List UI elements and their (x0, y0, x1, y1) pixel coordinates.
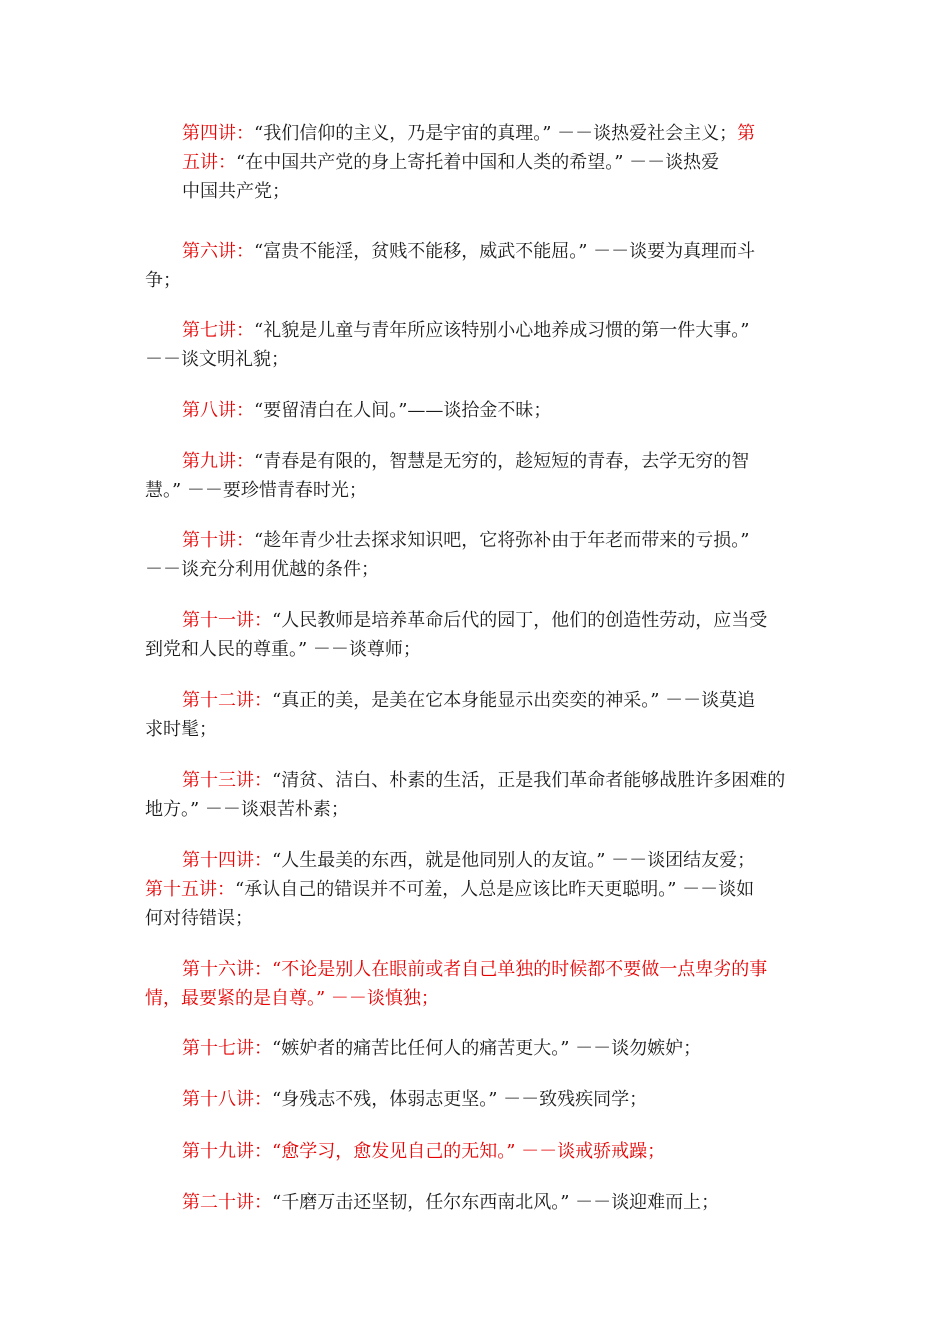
lecture-11 (145, 606, 810, 664)
lecture-13 (145, 766, 810, 824)
lecture-17-label: 第十七讲： (182, 1038, 272, 1059)
lecture-11-text-cont: 到党和人民的尊重。” －－谈尊师； (145, 639, 421, 660)
lecture-8-label: 第八讲： (182, 400, 254, 421)
lecture-10 (145, 526, 810, 584)
lecture-10-text-cont: －－谈充分利用优越的条件； (145, 559, 379, 580)
lecture-9 (145, 447, 810, 505)
lecture-13-label: 第十三讲： (182, 770, 272, 791)
lecture-6-label: 第六讲： (182, 241, 254, 262)
lecture-18-label: 第十八讲： (182, 1089, 272, 1110)
lecture-5-label-part2: 五讲： (182, 152, 236, 173)
lecture-7-text-cont: －－谈文明礼貌； (145, 349, 289, 370)
lecture-14-label: 第十四讲： (182, 850, 272, 871)
lecture-17-text: “嫉妒者的痛苦比任何人的痛苦更大。” －－谈勿嫉妒； (272, 1038, 702, 1059)
lecture-6-text-cont: 争； (145, 270, 181, 291)
lecture-6 (145, 237, 810, 295)
lecture-5-label-part1: 第 (737, 123, 756, 144)
lecture-7-label: 第七讲： (182, 320, 254, 341)
lecture-12-text: “真正的美，是美在它本身能显示出奕奕的神采。” －－谈莫追 (272, 690, 756, 711)
lecture-5-text: “在中国共产党的身上寄托着中国和人类的希望。” －－谈热爱 (236, 152, 720, 173)
lecture-16-text: “不论是别人在眼前或者自己单独的时候都不要做一点卑劣的事 (272, 959, 768, 980)
lecture-4-5-block (145, 119, 810, 206)
lecture-14-15-block (145, 846, 810, 933)
lecture-4-label: 第四讲： (182, 123, 254, 144)
lecture-12 (145, 686, 810, 744)
lecture-11-label: 第十一讲： (182, 610, 272, 631)
lecture-13-text-cont: 地方。” －－谈艰苦朴素； (145, 799, 349, 820)
lecture-10-label: 第十讲： (182, 530, 254, 551)
lecture-14-text: “人生最美的东西，就是他同别人的友谊。” －－谈团结友爱； (272, 850, 756, 871)
lecture-4-text: “我们信仰的主义，乃是宇宙的真理。” －－谈热爱社会主义； (254, 123, 738, 144)
lecture-16-label: 第十六讲： (182, 959, 272, 980)
lecture-12-label: 第十二讲： (182, 690, 272, 711)
lecture-5-text-cont: 中国共产党； (182, 181, 290, 202)
lecture-15-label: 第十五讲： (145, 879, 235, 900)
lecture-17 (145, 1034, 810, 1063)
lecture-15-text-cont: 何对待错误； (145, 908, 253, 929)
lecture-9-label: 第九讲： (182, 451, 254, 472)
lecture-19 (145, 1137, 810, 1166)
lecture-19-text: “愈学习，愈发见自己的无知。” －－谈戒骄戒躁； (272, 1141, 666, 1162)
lecture-16 (145, 955, 810, 1013)
lecture-11-text: “人民教师是培养革命后代的园丁，他们的创造性劳动，应当受 (272, 610, 768, 631)
lecture-19-label: 第十九讲： (182, 1141, 272, 1162)
lecture-20 (145, 1188, 810, 1217)
lecture-12-text-cont: 求时髦； (145, 719, 217, 740)
lecture-20-label: 第二十讲： (182, 1192, 272, 1213)
lecture-10-text: “趁年青少壮去探求知识吧，它将弥补由于年老而带来的亏损。” (254, 530, 750, 551)
lecture-13-text: “清贫、洁白、朴素的生活，正是我们革命者能够战胜许多困难的 (272, 770, 786, 791)
lecture-20-text: “千磨万击还坚韧，任尔东西南北风。” －－谈迎难而上； (272, 1192, 720, 1213)
lecture-8-text: “要留清白在人间。”——谈拾金不昧； (254, 400, 552, 421)
lecture-15-text: “承认自己的错误并不可羞，人总是应该比昨天更聪明。” －－谈如 (235, 879, 755, 900)
lecture-6-text: “富贵不能淫，贫贱不能移，威武不能屈。” －－谈要为真理而斗 (254, 241, 756, 262)
lecture-18 (145, 1085, 810, 1114)
lecture-7 (145, 316, 810, 374)
lecture-9-text: “青春是有限的，智慧是无穷的，趁短短的青春，去学无穷的智 (254, 451, 750, 472)
lecture-9-text-cont: 慧。” －－要珍惜青春时光； (145, 480, 367, 501)
lecture-7-text: “礼貌是儿童与青年所应该特别小心地养成习惯的第一件大事。” (254, 320, 750, 341)
lecture-8 (145, 396, 810, 425)
lecture-18-text: “身残志不残，体弱志更坚。” －－致残疾同学； (272, 1089, 648, 1110)
lecture-16-text-cont: 情，最要紧的是自尊。” －－谈慎独； (145, 988, 439, 1009)
